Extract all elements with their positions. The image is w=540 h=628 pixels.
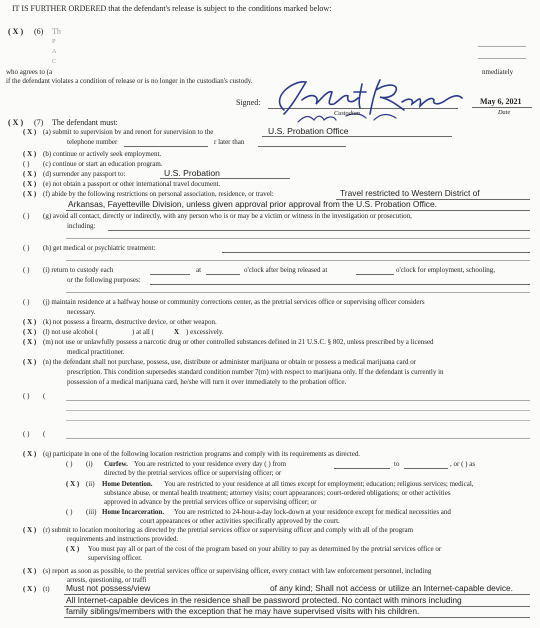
- condition-a-phone-rule: [124, 146, 208, 147]
- condition-g-rule: [108, 230, 530, 231]
- condition-q3-text-2: court appearances or other activities specifically approved by the court.: [140, 517, 340, 525]
- condition-q1-text: You are restricted to your residence every day ( ) from: [134, 460, 287, 468]
- condition-i-text-1: (i) return to custody each: [43, 266, 114, 274]
- signed-label: Signed:: [236, 98, 261, 107]
- condition-o-rule-3: [66, 420, 530, 421]
- condition-o-mark: ( ): [23, 392, 30, 400]
- signature-date: May 6, 2021: [480, 97, 522, 106]
- condition-q1-title: Curfew.: [104, 460, 128, 468]
- condition-q-mark: ( X ): [23, 450, 37, 458]
- condition-a-mark: ( X ): [23, 128, 37, 136]
- condition-c-mark: ( ): [23, 160, 30, 168]
- condition-p-text: (: [43, 430, 46, 438]
- condition-o-rule-1: [66, 400, 530, 401]
- custodian-label: Custodian: [334, 110, 360, 117]
- condition-o-text: (: [43, 392, 46, 400]
- handwritten-signature: [262, 70, 472, 128]
- condition-r2-text-2: supervising officer.: [88, 554, 142, 562]
- item7-mark: ( X ): [8, 118, 24, 127]
- condition-k-mark: ( X ): [23, 318, 37, 326]
- condition-m-text-2: medical practitioner.: [67, 348, 125, 356]
- item6-fragment-1: Th: [52, 27, 61, 36]
- condition-t-value-1: Must not possess/view: [66, 583, 151, 593]
- date-label: Date: [498, 109, 511, 116]
- condition-i-rule-5: [66, 292, 530, 293]
- condition-h-rule: [222, 252, 530, 253]
- condition-q3-text: You are restricted to 24-hour-a-day lock-down at your residence except for medical necessities and: [174, 508, 451, 516]
- condition-b-mark: ( X ): [23, 150, 37, 158]
- item6-violates-text: if the defendant violates a condition of release or is no longer in the custodian's custody.: [6, 77, 253, 85]
- condition-q1-rule-2: [404, 468, 448, 469]
- condition-f-value-2: Arkansas, Fayetteville Division, unless given approval prior approval from the U.S. Probation Office.: [68, 199, 437, 209]
- item6-fragment-4: C: [52, 58, 57, 65]
- condition-t-text: (t): [43, 585, 50, 593]
- condition-t-value-2: All Internet-capable devices in the residence shall be password protected. No contact with minors including: [66, 595, 462, 605]
- condition-q-text: (q) participate in one of the following location restriction programs and comply with its requirements as directed.: [43, 450, 361, 458]
- condition-r2-mark: ( X ): [66, 545, 80, 553]
- condition-n-text-3: possession of a medical marijuana card, he/she will turn it over immediately to the probation office.: [67, 378, 347, 386]
- condition-i-text-4: or the following purposes:: [67, 276, 141, 284]
- condition-r-text-2: requirements and instructions provided.: [67, 535, 179, 543]
- condition-s-mark: ( X ): [23, 567, 37, 575]
- condition-o-rule-2: [66, 410, 530, 411]
- condition-f-rule-2: [66, 210, 530, 211]
- condition-t-value-1b: of any kind; Shall not access or utilize an Internet-capable device.: [270, 583, 514, 593]
- order-text: IT IS FURTHER ORDERED that the defendant's release is subject to the conditions marked below:: [12, 4, 332, 13]
- condition-r2-text: You must pay all or part of the cost of the program based on your ability to pay as determined by the pretrial services office or: [88, 545, 442, 553]
- condition-a-rule: [262, 136, 452, 137]
- condition-l-text-2: ) at all (: [132, 328, 154, 336]
- condition-g-mark: ( ): [23, 212, 30, 220]
- condition-q1-mark: ( ): [66, 460, 73, 468]
- condition-c-text: (c) continue or start an education program.: [43, 160, 163, 168]
- condition-f-value-1: Travel restricted to Western District of: [340, 188, 480, 198]
- condition-n-text-2: prescription. This condition supersedes standard condition number 7(m) with respect to marijuana only. If the defendant is currently in: [67, 368, 444, 376]
- condition-q2-text: You are restricted to your residence at all times except for employment; education; religious services; medical,: [164, 480, 474, 488]
- condition-s-text: (s) report as soon as possible, to the pretrial services office or supervising officer, every contact with law enforcement personnel, including: [43, 567, 432, 575]
- condition-q2-mark: ( X ): [66, 480, 80, 488]
- condition-h-mark: ( ): [23, 244, 30, 252]
- condition-q2-number: (ii): [86, 480, 95, 488]
- condition-l-text-3: ) excessively.: [186, 328, 224, 336]
- condition-d-value: U.S. Probation: [164, 168, 220, 178]
- condition-h-text: (h) get medical or psychiatric treatment:: [43, 244, 156, 252]
- condition-f-text: (f) abide by the following restrictions on personal association, residence, or travel:: [43, 190, 274, 198]
- condition-r-text: (r) submit to location monitoring as directed by the pretrial services office or supervising officer and comply with all of the program: [43, 526, 414, 534]
- condition-a-later-rule: [258, 146, 346, 147]
- condition-q3-mark: ( ): [66, 508, 73, 516]
- condition-t-rule-3: [64, 617, 530, 618]
- condition-j-mark: ( ): [23, 298, 30, 306]
- condition-q1-rule-1: [334, 468, 390, 469]
- condition-a-later: r later than: [214, 138, 245, 146]
- condition-i-rule-3: [356, 274, 394, 275]
- condition-i-rule-2: [206, 274, 240, 275]
- condition-q2-title: Home Detention.: [102, 480, 153, 488]
- condition-b-text: (b) continue or actively seek employment.: [43, 150, 162, 158]
- condition-j-text-2: necessary.: [67, 308, 96, 316]
- condition-i-mark: ( ): [23, 266, 30, 274]
- condition-q1-text-2: directed by the pretrial services office or supervising officer; or: [104, 469, 282, 477]
- condition-r-mark: ( X ): [23, 526, 37, 534]
- item6-rule-1: [478, 46, 526, 47]
- condition-e-text: (e) not obtain a passport or other international travel document.: [43, 180, 221, 188]
- condition-i-rule-1: [150, 274, 190, 275]
- condition-k-text: (k) not possess a firearm, destructive device, or other weapon.: [43, 318, 217, 326]
- condition-e-mark: ( X ): [23, 180, 37, 188]
- item6-rule-2: [478, 58, 526, 59]
- condition-a-phone: telephone number: [67, 138, 118, 146]
- condition-p-mark: ( ): [23, 430, 30, 438]
- item6-number: (6): [34, 27, 44, 36]
- condition-q1-number: (i): [86, 460, 93, 468]
- item6-agrees-text: who agrees to (a: [6, 68, 53, 76]
- condition-g-text: (g) avoid all contact, directly or indirectly, with any person who is or may be a victim or witness in the investigation or prosecution,: [43, 212, 412, 220]
- item7-number: (7): [34, 118, 44, 127]
- condition-t-value-3: family siblings/members with the exception that he may have supervised visits with his children.: [66, 606, 420, 616]
- condition-p-rule-1: [66, 438, 530, 439]
- condition-t-mark: ( X ): [23, 585, 37, 593]
- condition-a-text: (a) submit to supervision bv and renort for sunervision to the: [43, 128, 214, 136]
- condition-q2-text-2: substance abuse, or mental health treatment; attorney visits; court appearances; court-ordered obligations; or other activities: [104, 489, 451, 497]
- condition-q1-to: to: [394, 460, 400, 468]
- condition-m-text: (m) not use or unlawfully possess a narcotic drug or other controlled substances defined in 21 U.S.C. § 802, unless prescribed by a licensed: [43, 338, 434, 346]
- condition-l-text-1: (l) not use alcohol (: [43, 328, 98, 336]
- date-line: [472, 107, 532, 108]
- condition-j-text: (j) maintain residence at a halfway house or community corrections center, as the pretrial services office or supervising officer considers: [43, 298, 425, 306]
- condition-q1-or: , or ( ) as: [450, 460, 476, 468]
- condition-d-mark: ( X ): [23, 170, 37, 178]
- condition-n-mark: ( X ): [23, 358, 37, 366]
- condition-f-mark: ( X ): [23, 190, 37, 198]
- condition-i-at: at: [196, 266, 202, 274]
- item6-fragment-2: P: [52, 38, 56, 45]
- condition-i-rule-4: [150, 284, 530, 285]
- condition-s-text-2: arrests, questioning, or traffi: [67, 576, 147, 584]
- item7-intro: The defendant must:: [52, 118, 118, 127]
- item6-immediately: nmediately: [482, 68, 514, 76]
- condition-i-text-3: o'clock for employment, schooling,: [396, 266, 496, 274]
- condition-q3-number: (iii): [86, 508, 97, 516]
- condition-g-rule-2: [66, 238, 530, 239]
- condition-n-text: (n) the defendant shall not purchase, possess, use, distribute or administer marijuana or obtain or possess a medical marijuana card or: [43, 358, 417, 366]
- condition-d-rule: [160, 178, 290, 179]
- condition-i-text-2: o'clock after being released at: [244, 266, 328, 274]
- item6-mark: ( X ): [8, 27, 24, 36]
- condition-l-mark: ( X ): [23, 328, 37, 336]
- condition-h-rule-2: [66, 260, 530, 261]
- condition-g-text-2: including:: [67, 222, 96, 230]
- condition-l-mark-2: X: [174, 328, 180, 336]
- condition-m-mark: ( X ): [23, 338, 37, 346]
- condition-a-value: U.S. Probation Office: [268, 126, 349, 136]
- condition-q3-title: Home Incarceration.: [102, 508, 165, 516]
- condition-q2-text-3: approved in advance by the pretrial services office or supervising officer; or: [104, 498, 317, 506]
- item6-fragment-3: A: [52, 48, 57, 55]
- condition-d-text: (d) surrender any passport to:: [43, 170, 126, 178]
